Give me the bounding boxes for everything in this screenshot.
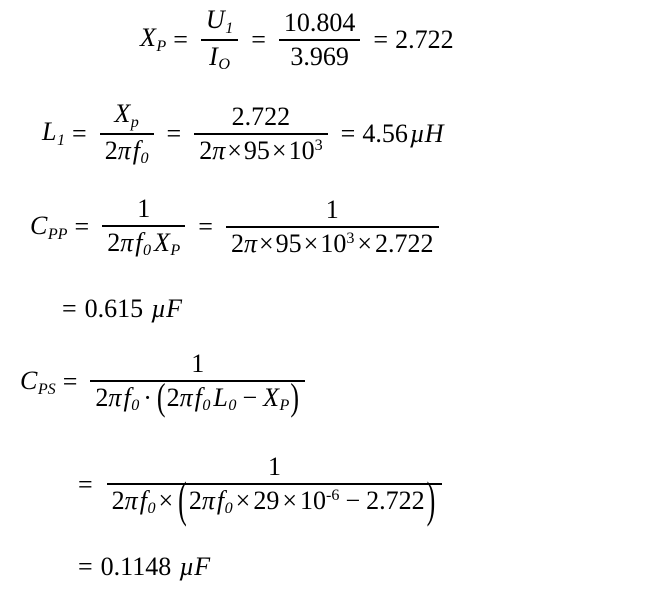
- equals-sign-11: =: [78, 470, 93, 500]
- symbol-CPP: CPP: [30, 211, 68, 243]
- equation-cps-result: [78, 552, 210, 582]
- equation-cpp: [30, 195, 445, 260]
- equals-sign-10: =: [62, 367, 78, 397]
- equals-sign-2: =: [251, 24, 266, 54]
- fraction-cps-numeric: $\frac{1}{2\pi f0 \times (2\pi f0 \times 29 \times 10-6 - 2.722)}$: [107, 453, 443, 518]
- equation-xp: [140, 6, 454, 73]
- equation-cps-numeric: [78, 452, 448, 528]
- equation-cps: [20, 349, 311, 418]
- equation-cpp-result: [62, 294, 182, 324]
- equals-sign-6: =: [340, 118, 356, 148]
- fraction-one-over-cpp-numeric: $\frac{1}{2\pi\times 95\times 103 \times 2.722}$: [226, 196, 439, 258]
- fraction-xp-over-2pif0: $\frac{Xp}{2\pi f0}$: [100, 100, 154, 167]
- symbol-X: XP: [140, 23, 167, 55]
- symbol-CPS: CPS: [20, 366, 56, 398]
- equals-sign-1: =: [173, 24, 188, 54]
- xp-result: 2.722: [395, 24, 454, 54]
- equals-sign-8: =: [198, 212, 213, 242]
- equals-sign-4: =: [72, 118, 87, 148]
- fraction-one-over-2pif0xp: $\frac{1}{2\pi f0 XP}$: [102, 195, 185, 260]
- cpp-result: 0.615: [84, 294, 144, 323]
- equals-sign-9: =: [62, 294, 77, 323]
- l1-result: 4.56: [362, 118, 408, 148]
- equals-sign-12: =: [78, 552, 93, 581]
- l1-unit: µH: [409, 118, 444, 148]
- equals-sign-5: =: [166, 118, 182, 148]
- fraction-cps-symbolic: $\frac{1}{2\pi f0 \cdot (2\pi f0 L0 - XP)}$: [90, 350, 305, 415]
- fraction-u1-io: $\frac{U1}{IO}$: [201, 6, 238, 73]
- equals-sign-3: =: [373, 24, 389, 54]
- fraction-numeric-xp: $\frac{10.804}{3.969}$: [279, 9, 361, 71]
- cps-unit: µF: [179, 552, 211, 581]
- symbol-L1: L1: [42, 117, 66, 149]
- cps-result: 0.1148: [100, 552, 172, 581]
- equation-l1: [42, 100, 444, 167]
- equals-sign-7: =: [74, 212, 90, 242]
- cpp-unit: µF: [151, 294, 183, 323]
- fraction-2722-over-2pif0num: $\frac{2.722}{2\pi\times 95\times 103}$: [194, 103, 327, 165]
